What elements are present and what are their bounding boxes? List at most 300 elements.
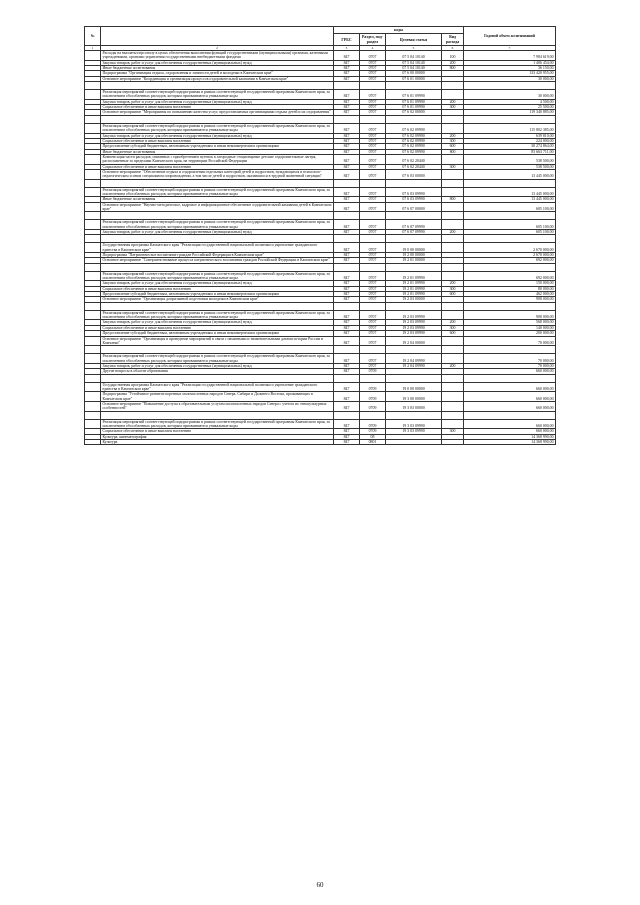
row-number <box>85 336 101 346</box>
expense-name: Подпрограмма "Организация отдыха, оздоровления и занятости детей и молодежи в Камчатском крае" <box>101 71 334 76</box>
section-code: 0707 <box>360 51 386 61</box>
target-article-code: 19 3 00 00000 <box>386 392 442 402</box>
annual-amount: 30 000,00 <box>464 76 556 81</box>
row-number <box>85 51 101 61</box>
target-article-code: 07 6 01 09990 <box>386 99 442 104</box>
expense-name: Подпрограмма "Устойчивое развитие коренных малочисленных народов Севера, Сибири и Дальнего Востока, проживающих в Камчатском крае" <box>101 392 334 402</box>
expense-type-code: 600 <box>442 144 464 149</box>
expense-name: Реализация мероприятий соответствующей подпрограммы в рамках соответствующей государственной программы Камчатского края, за исключением обособленных расходов, которым присваиваются уникальные коды <box>101 271 334 281</box>
annual-amount: 1 406 454,00 <box>464 60 556 65</box>
annual-amount: 80 000,00 <box>464 286 556 291</box>
spacer-cell <box>101 346 334 354</box>
spacer-cell <box>101 212 334 220</box>
expense-type-code: 800 <box>442 149 464 154</box>
annual-amount: 70 000,00 <box>464 336 556 346</box>
expense-name: Закупка товаров, работ и услуг для обеспечения государственных (муниципальных) нужд <box>101 99 334 104</box>
section-code: 0707 <box>360 202 386 212</box>
spacer-cell <box>442 115 464 123</box>
expense-name: Компенсация части расходов, связанных с приобретением путевок в загородные стационарные детские оздоровительные лагеря, расположенные за пределами Камчатского края, на территории Российской Федерации <box>101 154 334 164</box>
spacer-cell <box>101 179 334 187</box>
target-article-code: 19 2 03 09990 <box>386 325 442 330</box>
target-article-code: 19 2 04 09990 <box>386 354 442 364</box>
target-article-code: 19 2 03 00000 <box>386 297 442 302</box>
expense-type-code: 300 <box>442 325 464 330</box>
expense-type-code: 200 <box>442 60 464 65</box>
expense-name: Основное мероприятие "Мероприятия по повышению качества услуг, предоставляемых организациями отдыха детей и их оздоровления" <box>101 110 334 115</box>
spacer-row <box>85 179 556 187</box>
spacer-cell <box>386 212 442 220</box>
expense-name: Закупка товаров, работ и услуг для обеспечения государственных (муниципальных) нужд <box>101 281 334 286</box>
spacer-cell <box>386 82 442 90</box>
row-number <box>85 169 101 179</box>
grbs-code: 847 <box>334 197 360 202</box>
table-row <box>85 51 556 61</box>
expense-type-code: 100 <box>442 51 464 61</box>
expense-name: Культура <box>101 440 334 445</box>
spacer-cell <box>464 411 556 419</box>
spacer-cell <box>334 115 360 123</box>
annual-amount: 568 000,00 <box>464 320 556 325</box>
section-code: 0707 <box>360 90 386 100</box>
expense-type-code <box>442 271 464 281</box>
row-number <box>85 310 101 320</box>
expense-name: Основное мероприятие "Организация и проведение мероприятий в связи с памятными и знаменательными датами истории России и Камчатки" <box>101 336 334 346</box>
section-code: 0707 <box>360 258 386 263</box>
target-article-code: 19 2 04 00000 <box>386 336 442 346</box>
target-article-code: 19 2 03 09990 <box>386 331 442 336</box>
spacer-cell <box>442 411 464 419</box>
section-code: 0707 <box>360 99 386 104</box>
expense-type-code: 200 <box>442 363 464 368</box>
spacer-cell <box>386 235 442 243</box>
column-index: 7 <box>464 46 556 51</box>
spacer-row <box>85 411 556 419</box>
spacer-row <box>85 374 556 382</box>
expense-name: Предоставление субсидий бюджетным, автономным учреждениям и иным некоммерческим организациям <box>101 331 334 336</box>
expense-name: Реализация мероприятий соответствующей подпрограммы в рамках соответствующей государственной программы Камчатского края, за исключением обособленных расходов, которым присваиваются уникальные коды <box>101 220 334 230</box>
grbs-code: 847 <box>334 297 360 302</box>
grbs-code: 847 <box>334 325 360 330</box>
spacer-cell <box>360 82 386 90</box>
grbs-code: 847 <box>334 66 360 71</box>
section-code: 0707 <box>360 253 386 258</box>
target-article-code: 19 3 03 09990 <box>386 429 442 434</box>
target-article-code: 19 0 00 00000 <box>386 382 442 392</box>
expense-name: Основное мероприятие "Обеспечение отдыха и оздоровления отдельных категорий детей и подростков, нуждающихся в психолого-педагогическом и ином специальном сопровождении, а том числе детей и подростков, оказавшихся в трудной жизненной ситуации" <box>101 169 334 179</box>
annual-amount: 639 810,00 <box>464 133 556 138</box>
spacer-cell <box>464 179 556 187</box>
expense-name: Расходы на выплаты персоналу в целях обеспечения выполнения функций государственными (муниципальными) органами, казенными учреждениями, органами управления государственными внебюджетными фондами <box>101 51 334 61</box>
spacer-cell <box>360 346 386 354</box>
target-article-code: 19 3 03 09990 <box>386 419 442 429</box>
annual-amount: 70 000,00 <box>464 354 556 364</box>
expense-name: Реализация мероприятий соответствующей подпрограммы в рамках соответствующей государственной программы Камчатского края, за исключением обособленных расходов, которым присваиваются уникальные коды <box>101 123 334 133</box>
target-article-code: 07 5 04 10140 <box>386 51 442 61</box>
section-code: 0707 <box>360 297 386 302</box>
grbs-code: 847 <box>334 105 360 110</box>
spacer-row <box>85 82 556 90</box>
expense-type-code <box>442 169 464 179</box>
section-code: 0707 <box>360 336 386 346</box>
spacer-cell <box>334 235 360 243</box>
annual-amount: 2 670 000,00 <box>464 243 556 253</box>
header-codes: коды <box>334 27 464 34</box>
spacer-cell <box>386 346 442 354</box>
annual-amount: 692 000,00 <box>464 271 556 281</box>
spacer-cell <box>442 235 464 243</box>
section-code: 0707 <box>360 110 386 115</box>
grbs-code: 847 <box>334 149 360 154</box>
annual-amount: 224 000,00 <box>464 138 556 143</box>
spacer-cell <box>85 411 101 419</box>
section-code: 0707 <box>360 197 386 202</box>
spacer-cell <box>386 179 442 187</box>
spacer-cell <box>464 235 556 243</box>
spacer-cell <box>442 374 464 382</box>
grbs-code: 847 <box>334 51 360 61</box>
target-article-code: 07 6 02 20440 <box>386 164 442 169</box>
annual-amount: 660 000,00 <box>464 419 556 429</box>
table-row <box>85 310 556 320</box>
spacer-cell <box>442 263 464 271</box>
section-code: 0707 <box>360 310 386 320</box>
section-code: 0709 <box>360 401 386 411</box>
grbs-code: 847 <box>334 123 360 133</box>
page-number: 60 <box>316 881 324 889</box>
table-row <box>85 169 556 179</box>
target-article-code: 07 6 01 09990 <box>386 105 442 110</box>
target-article-code: 07 6 01 00000 <box>386 76 442 81</box>
expense-type-code: 800 <box>442 197 464 202</box>
grbs-code: 847 <box>334 419 360 429</box>
annual-amount: 13 445 000,00 <box>464 169 556 179</box>
table-row <box>85 392 556 402</box>
expense-name: Социальное обеспечение и иные выплаты населению <box>101 429 334 434</box>
target-article-code: 07 6 01 09990 <box>386 90 442 100</box>
annual-amount: 14 368 990,00 <box>464 434 556 439</box>
table-row <box>85 243 556 253</box>
expense-name: Государственная программа Камчатского края "Реализация государственной национальной политики и укрепление гражданского единства в Камчатском крае" <box>101 243 334 253</box>
table-row <box>85 123 556 133</box>
column-index: 5 <box>386 46 442 51</box>
grbs-code: 847 <box>334 429 360 434</box>
spacer-cell <box>464 115 556 123</box>
spacer-cell <box>85 235 101 243</box>
expense-type-code: 800 <box>442 66 464 71</box>
annual-amount: 13 445 000,00 <box>464 197 556 202</box>
spacer-cell <box>386 411 442 419</box>
annual-amount: 70 000,00 <box>464 363 556 368</box>
expense-type-code <box>442 187 464 197</box>
expense-name: Закупка товаров, работ и услуг для обеспечения государственных (муниципальных) нужд <box>101 230 334 235</box>
target-article-code: 19 2 03 09990 <box>386 310 442 320</box>
expense-type-code: 300 <box>442 105 464 110</box>
annual-amount: 692 000,00 <box>464 258 556 263</box>
expense-type-code: 300 <box>442 138 464 143</box>
header-row-top <box>85 27 556 34</box>
spacer-cell <box>360 302 386 310</box>
column-index: 6 <box>442 46 464 51</box>
spacer-cell <box>442 179 464 187</box>
grbs-code: 847 <box>334 99 360 104</box>
expense-type-code: 600 <box>442 331 464 336</box>
table-row <box>85 90 556 100</box>
target-article-code: 19 0 00 00000 <box>386 243 442 253</box>
spacer-cell <box>464 374 556 382</box>
grbs-code: 847 <box>334 434 360 439</box>
table-row <box>85 220 556 230</box>
spacer-row <box>85 115 556 123</box>
section-code: 0707 <box>360 331 386 336</box>
section-code: 0707 <box>360 292 386 297</box>
expense-name: Реализация мероприятий соответствующей подпрограммы в рамках соответствующей государственной программы Камчатского края, за исключением обособленных расходов, которым присваиваются уникальные коды <box>101 419 334 429</box>
header-expense-type: Вид расхода <box>442 34 464 46</box>
grbs-code: 847 <box>334 310 360 320</box>
spacer-cell <box>85 179 101 187</box>
expense-name: Иные бюджетные ассигнования <box>101 66 334 71</box>
target-article-code: 07 6 07 09990 <box>386 230 442 235</box>
expense-type-code: 300 <box>442 164 464 169</box>
target-article-code: 07 6 02 09990 <box>386 133 442 138</box>
annual-amount: 133 420 955,00 <box>464 71 556 76</box>
section-code: 0707 <box>360 138 386 143</box>
annual-amount: 4 500,00 <box>464 99 556 104</box>
spacer-cell <box>334 302 360 310</box>
row-number <box>85 382 101 392</box>
section-code: 0709 <box>360 429 386 434</box>
spacer-cell <box>464 82 556 90</box>
section-code: 0709 <box>360 392 386 402</box>
annual-amount: 119 340 885,00 <box>464 110 556 115</box>
target-article-code: 07 6 02 00000 <box>386 110 442 115</box>
table-row <box>85 154 556 164</box>
row-number <box>85 401 101 411</box>
spacer-cell <box>334 263 360 271</box>
row-number <box>85 187 101 197</box>
section-code: 0707 <box>360 71 386 76</box>
expense-name: Иные бюджетные ассигнования <box>101 149 334 154</box>
row-number <box>85 123 101 133</box>
section-code: 0707 <box>360 320 386 325</box>
spacer-cell <box>334 212 360 220</box>
annual-amount: 36 150,00 <box>464 66 556 71</box>
expense-name: Основное мероприятие "Организация допризывной подготовки молодежи в Камчатском крае" <box>101 297 334 302</box>
grbs-code: 847 <box>334 281 360 286</box>
row-number <box>85 243 101 253</box>
header-name <box>101 27 334 46</box>
annual-amount: 660 000,00 <box>464 382 556 392</box>
annual-amount: 14 368 990,00 <box>464 440 556 445</box>
budget-table-sheet <box>84 26 555 445</box>
spacer-cell <box>386 302 442 310</box>
section-code: 0707 <box>360 164 386 169</box>
target-article-code: 07 6 07 09990 <box>386 220 442 230</box>
spacer-row <box>85 302 556 310</box>
section-code: 0707 <box>360 354 386 364</box>
target-article-code: 07 6 07 00000 <box>386 202 442 212</box>
section-code: 0707 <box>360 149 386 154</box>
section-code: 0707 <box>360 230 386 235</box>
annual-amount: 30 274 864,00 <box>464 144 556 149</box>
spacer-cell <box>360 235 386 243</box>
target-article-code: 19 2 01 09990 <box>386 271 442 281</box>
expense-type-code <box>442 336 464 346</box>
spacer-cell <box>101 411 334 419</box>
target-article-code: 07 6 02 09990 <box>386 149 442 154</box>
expense-name: Закупка товаров, работ и услуг для обеспечения государственных (муниципальных) нужд <box>101 60 334 65</box>
spacer-cell <box>442 302 464 310</box>
column-index: 1 <box>85 46 101 51</box>
target-article-code: 19 2 01 09990 <box>386 281 442 286</box>
table-row <box>85 419 556 429</box>
annual-amount: 462 000,00 <box>464 292 556 297</box>
row-number <box>85 202 101 212</box>
expense-type-code <box>442 202 464 212</box>
section-code: 0801 <box>360 440 386 445</box>
spacer-cell <box>334 82 360 90</box>
section-code: 0707 <box>360 123 386 133</box>
grbs-code: 847 <box>334 202 360 212</box>
expense-name: Предоставление субсидий бюджетным, автономным учреждениям и иным некоммерческим организациям <box>101 292 334 297</box>
spacer-cell <box>464 212 556 220</box>
table-row <box>85 440 556 445</box>
section-code: 0707 <box>360 243 386 253</box>
target-article-code: 19 2 04 09990 <box>386 363 442 368</box>
section-code: 0707 <box>360 60 386 65</box>
section-code: 0707 <box>360 220 386 230</box>
grbs-code: 847 <box>334 133 360 138</box>
expense-type-code <box>442 392 464 402</box>
annual-amount: 115 802 385,00 <box>464 123 556 133</box>
expense-name: Социальное обеспечение и иные выплаты населению <box>101 105 334 110</box>
header-target-article: Целевая статья <box>386 34 442 46</box>
annual-amount: 200 000,00 <box>464 331 556 336</box>
grbs-code: 847 <box>334 187 360 197</box>
target-article-code: 07 5 04 10140 <box>386 66 442 71</box>
section-code: 0709 <box>360 369 386 374</box>
section-code: 0707 <box>360 271 386 281</box>
expense-type-code <box>442 440 464 445</box>
spacer-cell <box>334 179 360 187</box>
header-num: № <box>85 27 101 46</box>
spacer-cell <box>464 346 556 354</box>
table-row <box>85 187 556 197</box>
spacer-row <box>85 346 556 354</box>
row-number <box>85 440 101 445</box>
grbs-code: 847 <box>334 169 360 179</box>
expense-type-code: 200 <box>442 320 464 325</box>
grbs-code: 847 <box>334 164 360 169</box>
expense-name: Другие вопросы в области образования <box>101 369 334 374</box>
header-grbs: ГРБС <box>334 34 360 46</box>
grbs-code: 847 <box>334 154 360 164</box>
annual-amount: 660 000,00 <box>464 369 556 374</box>
spacer-cell <box>360 374 386 382</box>
spacer-cell <box>334 346 360 354</box>
expense-type-code: 200 <box>442 99 464 104</box>
expense-name: Закупка товаров, работ и услуг для обеспечения государственных (муниципальных) нужд <box>101 320 334 325</box>
row-number <box>85 220 101 230</box>
spacer-row <box>85 212 556 220</box>
annual-amount: 85 663 711,00 <box>464 149 556 154</box>
row-number <box>85 419 101 429</box>
table-row <box>85 202 556 212</box>
grbs-code: 847 <box>334 60 360 65</box>
section-code: 0707 <box>360 286 386 291</box>
target-article-code: 19 2 01 09990 <box>386 286 442 291</box>
grbs-code: 847 <box>334 220 360 230</box>
section-code: 0707 <box>360 66 386 71</box>
annual-amount: 2 670 000,00 <box>464 253 556 258</box>
section-code: 08 <box>360 434 386 439</box>
spacer-cell <box>360 263 386 271</box>
expense-name: Предоставление субсидий бюджетным, автономным учреждениям и иным некоммерческим организациям <box>101 144 334 149</box>
grbs-code: 847 <box>334 336 360 346</box>
section-code: 0707 <box>360 281 386 286</box>
column-index: 4 <box>360 46 386 51</box>
grbs-code: 847 <box>334 331 360 336</box>
spacer-row <box>85 235 556 243</box>
section-code: 0707 <box>360 187 386 197</box>
expense-type-code <box>442 243 464 253</box>
target-article-code: 07 6 02 09990 <box>386 144 442 149</box>
grbs-code: 847 <box>334 76 360 81</box>
grbs-code: 847 <box>334 440 360 445</box>
expense-type-code <box>442 354 464 364</box>
annual-amount: 7 984 619,00 <box>464 51 556 61</box>
expense-type-code <box>442 90 464 100</box>
grbs-code: 847 <box>334 392 360 402</box>
spacer-cell <box>386 263 442 271</box>
expense-name: Реализация мероприятий соответствующей подпрограммы в рамках соответствующей государственной программы Камчатского края, за исключением обособленных расходов, которым присваиваются уникальные коды <box>101 187 334 197</box>
grbs-code: 847 <box>334 271 360 281</box>
grbs-code: 847 <box>334 382 360 392</box>
table-row <box>85 271 556 281</box>
spacer-cell <box>101 82 334 90</box>
expense-name: Социальное обеспечение и иные выплаты населению <box>101 286 334 291</box>
spacer-cell <box>442 212 464 220</box>
grbs-code: 847 <box>334 354 360 364</box>
expense-name: Основное мероприятие "Научно-методическое, кадровое и информационное обеспечение оздоровительной кампании детей в Камчатском крае" <box>101 202 334 212</box>
grbs-code: 847 <box>334 369 360 374</box>
spacer-cell <box>85 302 101 310</box>
section-code: 0707 <box>360 133 386 138</box>
target-article-code: 07 6 03 09990 <box>386 187 442 197</box>
grbs-code: 847 <box>334 286 360 291</box>
grbs-code: 847 <box>334 253 360 258</box>
annual-amount: 660 000,00 <box>464 392 556 402</box>
row-number <box>85 354 101 364</box>
expense-type-code <box>442 220 464 230</box>
column-index: 3 <box>334 46 360 51</box>
target-article-code: 07 6 02 09990 <box>386 138 442 143</box>
expense-type-code: 200 <box>442 281 464 286</box>
table-row <box>85 401 556 411</box>
table-body <box>85 51 556 445</box>
spacer-cell <box>101 302 334 310</box>
grbs-code: 847 <box>334 110 360 115</box>
section-code: 0709 <box>360 419 386 429</box>
column-index: 2 <box>101 46 334 51</box>
spacer-cell <box>464 302 556 310</box>
annual-amount: 140 000,00 <box>464 325 556 330</box>
expense-type-code <box>442 382 464 392</box>
expense-type-code <box>442 310 464 320</box>
spacer-cell <box>360 411 386 419</box>
spacer-row <box>85 263 556 271</box>
annual-amount: 30 000,00 <box>464 90 556 100</box>
expense-name: Основное мероприятие "Координация и организация процессов оздоровительной кампании в Камчатском крае" <box>101 76 334 81</box>
